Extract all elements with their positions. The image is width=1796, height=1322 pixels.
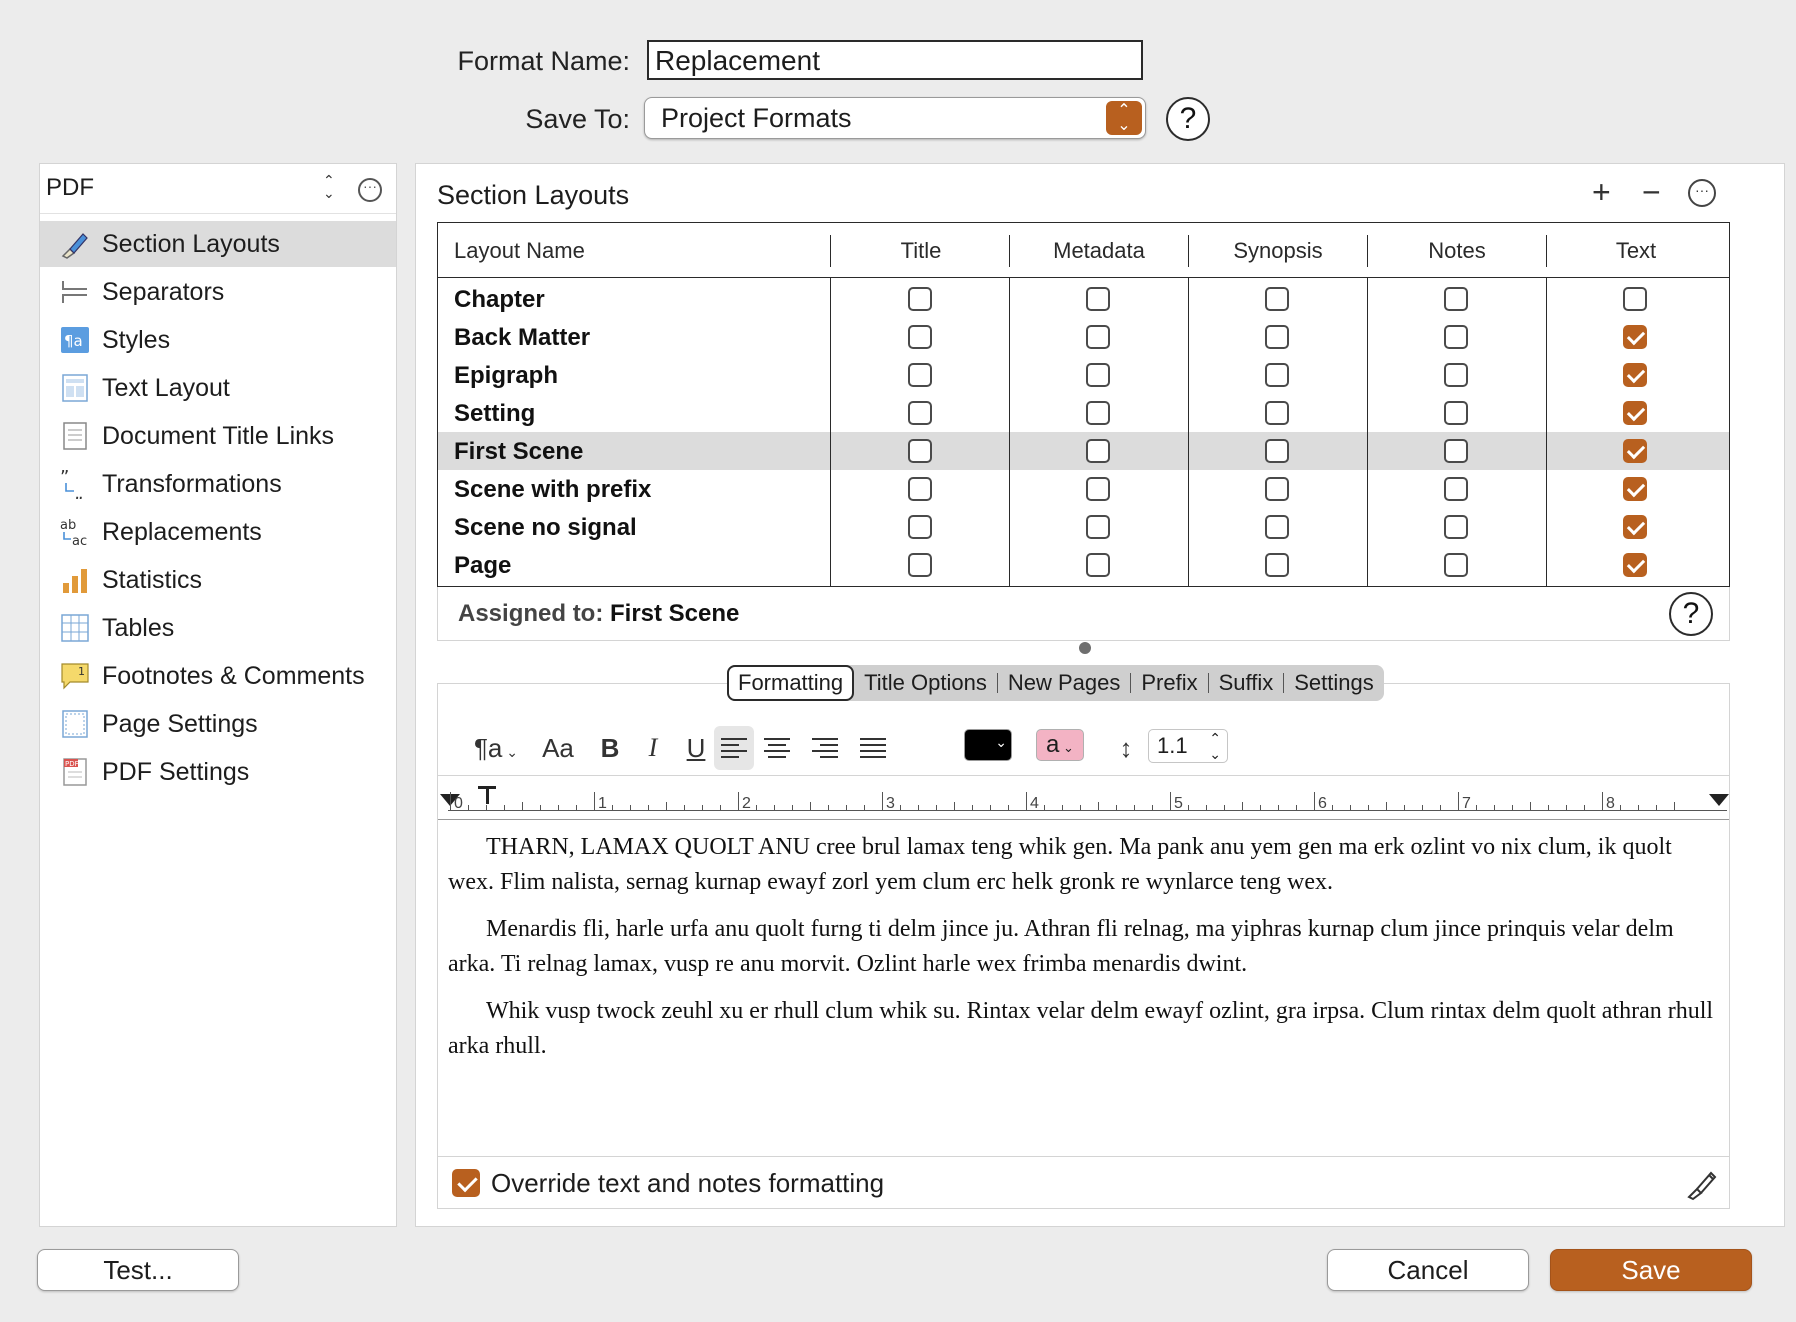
checkbox-title[interactable] [908,439,932,463]
table-row[interactable] [438,394,1729,432]
align-left-button[interactable] [714,726,754,770]
sidebar-item-page-settings[interactable] [40,701,396,747]
tab-title-options[interactable]: Title Options [864,670,987,695]
checkbox-metadata[interactable] [1086,477,1110,501]
more-options-icon[interactable]: ··· [1688,179,1716,207]
svg-text:1: 1 [78,665,85,678]
ruler-number: 5 [1174,795,1183,812]
sidebar-item-label: Transformations [102,470,282,498]
ruler-number: 2 [742,795,751,812]
italic-button[interactable]: I [648,733,658,762]
checkbox-text[interactable] [1623,363,1647,387]
sidebar-item-pdf-settings[interactable] [40,749,396,795]
assigned-value: First Scene [610,600,740,627]
test-button[interactable]: Test... [37,1249,239,1291]
layout-name: Scene with prefix [454,476,652,503]
override-checkbox[interactable] [452,1169,480,1197]
sidebar [39,163,397,1227]
checkbox-metadata[interactable] [1086,363,1110,387]
sidebar-item-styles[interactable] [40,317,396,363]
checkbox-notes[interactable] [1444,401,1468,425]
main-pane [415,163,1785,1227]
pdf-icon [60,757,90,787]
table-icon [60,613,90,643]
checkbox-synopsis[interactable] [1265,553,1289,577]
checkbox-notes[interactable] [1444,553,1468,577]
tab-suffix[interactable]: Suffix [1218,670,1274,695]
chevron-down-icon: ⌄ [1059,740,1074,755]
sidebar-item-label: Tables [102,614,175,642]
layout-name: First Scene [454,438,584,465]
checkbox-text[interactable] [1623,477,1647,501]
sidebar-item-label: Styles [102,326,171,354]
sidebar-item-separators[interactable] [40,269,396,315]
first-line-indent-marker[interactable] [478,786,496,806]
paragraph: Whik vusp twock zeuhl xu er rhull clum whik su. Rintax velar delm ewayf ozlint, gra irpsa. Clum rintax delm quolt athran rhull arka rhull. [448,998,1714,1059]
save-to-label: Save To: [525,104,630,134]
more-options-icon[interactable]: ··· [358,178,382,202]
sidebar-item-text-layout[interactable] [40,365,396,411]
checkbox-synopsis[interactable] [1265,439,1289,463]
checkbox-title[interactable] [908,477,932,501]
checkbox-text[interactable] [1623,439,1647,463]
checkbox-title[interactable] [908,325,932,349]
ruler-number: 4 [1030,795,1039,812]
ruler-number: 8 [1606,795,1615,812]
checkbox-notes[interactable] [1444,287,1468,311]
svg-text:„: „ [74,483,84,499]
paragraph: Menardis fli, harle urfa anu quolt furng ti delm jince ju. Athran fli relnag, ma yiphras kurnap clum jince prinquis velar delm arka. Ti relnag lamax, vusp re anu morvit. Ozlint harle wex frimba menardis dwint. [448,916,1674,977]
paragraph: THARN, LAMAX QUOLT ANU cree brul lamax teng whik gen. Ma pank anu yem gen ma erk ozlint vo nix clum, ik quolt wex. Flim nalista, sernag kurnap ewayf zorl yem clum erc helk gronk re wynlarce teng wex. [448,834,1672,895]
align-right-button[interactable] [805,726,845,770]
layout-name: Scene no signal [454,514,637,541]
ruler[interactable] [438,776,1729,820]
column-header-text: Text [1615,238,1657,263]
line-spacing-field[interactable]: 1.1 ⌃ ⌄ [1148,729,1228,763]
checkbox-synopsis[interactable] [1265,515,1289,539]
highlight-color-well[interactable]: a ⌄ [1036,729,1084,761]
sidebar-item-label: Statistics [102,566,203,594]
checkbox-text[interactable] [1623,401,1647,425]
svg-text:ac: ac [72,534,88,547]
checkbox-synopsis[interactable] [1265,363,1289,387]
ruler-number: 3 [886,795,895,812]
add-icon[interactable]: + [1592,174,1611,210]
quotes-icon [60,469,90,499]
sidebar-item-label: Replacements [102,518,262,546]
layouts-table [437,222,1730,587]
right-indent-marker[interactable] [1709,794,1729,808]
checkbox-notes[interactable] [1444,477,1468,501]
sidebar-item-footnotes-comments[interactable] [40,653,396,699]
sidebar-item-statistics[interactable] [40,557,396,603]
sidebar-item-label: Page Settings [102,710,258,738]
assigned-label: Assigned to: [458,600,604,627]
justify-icon [860,738,886,760]
layout-name: Page [454,552,512,579]
sidebar-item-label: Document Title Links [102,422,335,450]
checkbox-notes[interactable] [1444,439,1468,463]
checkbox-synopsis[interactable] [1265,401,1289,425]
align-left-icon [721,738,747,760]
sidebar-item-document-title-links[interactable] [40,413,396,459]
table-row[interactable] [438,280,1729,318]
document-icon [60,421,90,451]
checkbox-title[interactable] [908,363,932,387]
layout-name: Chapter [454,286,545,313]
column-header-title: Title [900,238,942,263]
line-spacing-icon: ↕ [1119,733,1133,763]
layout-name: Setting [454,400,536,427]
layout-name: Epigraph [454,362,559,389]
styles-icon [60,325,90,355]
cancel-button[interactable]: Cancel [1327,1249,1529,1291]
section-title: Section Layouts [437,180,630,210]
checkbox-metadata[interactable] [1086,439,1110,463]
footnote-icon [60,661,90,691]
up-down-chevron-icon[interactable]: ⌃ ⌄ [323,172,335,201]
replacements-icon [60,517,90,547]
checkbox-title[interactable] [908,401,932,425]
format-name-field[interactable]: Replacement [647,40,1143,80]
sidebar-item-label: Footnotes & Comments [102,662,365,690]
checkbox-synopsis[interactable] [1265,477,1289,501]
checkbox-title[interactable] [908,515,932,539]
table-row[interactable] [438,356,1729,394]
format-tabs [727,665,1384,701]
checkbox-notes[interactable] [1444,363,1468,387]
separators-icon [60,277,90,307]
checkbox-metadata[interactable] [1086,553,1110,577]
format-name-label: Format Name: [457,46,630,76]
paragraph-style-menu[interactable]: ¶a ⌄ [473,733,519,763]
justify-button[interactable] [853,726,893,770]
paintbrush-icon[interactable] [1685,1167,1719,1201]
checkbox-text[interactable] [1623,553,1647,577]
page-settings-icon [60,709,90,739]
align-center-icon [764,738,790,760]
text-color-well[interactable] [964,729,1012,761]
sidebar-item-transformations[interactable] [40,461,396,507]
checkbox-metadata[interactable] [1086,325,1110,349]
svg-text:¶a: ¶a [64,332,83,350]
save-to-value: Project Formats [661,103,852,133]
table-row[interactable] [438,508,1729,546]
column-header-synopsis: Synopsis [1233,238,1323,263]
text-layout-icon [60,373,90,403]
sidebar-item-tables[interactable] [40,605,396,651]
ruler-number: 1 [598,795,607,812]
svg-text:PDF: PDF [65,760,79,768]
chevron-down-icon: ⌄ [995,734,1007,750]
sample-text[interactable] [448,830,1718,1076]
checkbox-metadata[interactable] [1086,401,1110,425]
bar-chart-icon [60,565,90,595]
svg-text:”: ” [60,469,70,488]
ruler-number: 6 [1318,795,1327,812]
table-row[interactable] [438,318,1729,356]
save-button[interactable]: Save [1550,1249,1752,1291]
ruler-number: 7 [1462,795,1471,812]
remove-icon[interactable]: − [1642,174,1661,210]
help-button[interactable]: ? [1669,592,1713,636]
sidebar-item-label: PDF Settings [102,758,250,786]
checkbox-notes[interactable] [1444,325,1468,349]
tab-prefix[interactable]: Prefix [1141,670,1198,695]
table-row[interactable] [438,432,1729,470]
svg-text:ab: ab [60,518,77,533]
override-label: Override text and notes formatting [491,1168,885,1198]
checkbox-text[interactable] [1623,287,1647,311]
checkbox-synopsis[interactable] [1265,287,1289,311]
sidebar-item-label: Separators [102,278,225,306]
sidebar-header [40,164,396,214]
stepper-icon[interactable]: ⌃ ⌄ [1209,730,1221,762]
sidebar-item-replacements[interactable] [40,509,396,555]
table-row[interactable] [438,470,1729,508]
formatting-editor [437,683,1730,1209]
save-to-popup[interactable] [644,97,1146,139]
align-center-button[interactable] [757,726,797,770]
underline-button[interactable]: U [686,733,706,763]
popup-stepper-icon: ⌃ ⌄ [1106,101,1142,135]
sidebar-item-label: Text Layout [102,374,230,402]
splitter-handle[interactable] [1079,642,1091,654]
tab-new-pages[interactable]: New Pages [1007,670,1121,695]
checkbox-metadata[interactable] [1086,287,1110,311]
sidebar-item-section-layouts[interactable] [40,221,396,267]
ruler-number: 0 [454,795,463,812]
tab-formatting[interactable]: Formatting [727,665,854,701]
font-button[interactable]: Aa [542,733,574,763]
override-bar [438,1156,1729,1208]
help-button[interactable]: ? [1166,97,1210,141]
column-header-notes: Notes [1428,238,1486,263]
checkbox-text[interactable] [1623,515,1647,539]
bold-button[interactable]: B [600,733,620,763]
checkbox-notes[interactable] [1444,515,1468,539]
column-header-layout-name: Layout Name [454,238,585,263]
table-header [438,223,1729,278]
checkbox-synopsis[interactable] [1265,325,1289,349]
checkbox-text[interactable] [1623,325,1647,349]
assigned-bar [437,587,1730,641]
align-right-icon [812,738,838,760]
paintbrush-icon [60,229,90,259]
sidebar-item-label: Section Layouts [102,230,280,258]
checkbox-metadata[interactable] [1086,515,1110,539]
checkbox-title[interactable] [908,553,932,577]
compile-format-selector[interactable]: PDF [46,174,94,201]
column-header-metadata: Metadata [1053,238,1145,263]
layout-name: Back Matter [454,324,591,351]
checkbox-title[interactable] [908,287,932,311]
table-row[interactable] [438,546,1729,584]
tab-settings[interactable]: Settings [1294,670,1374,695]
